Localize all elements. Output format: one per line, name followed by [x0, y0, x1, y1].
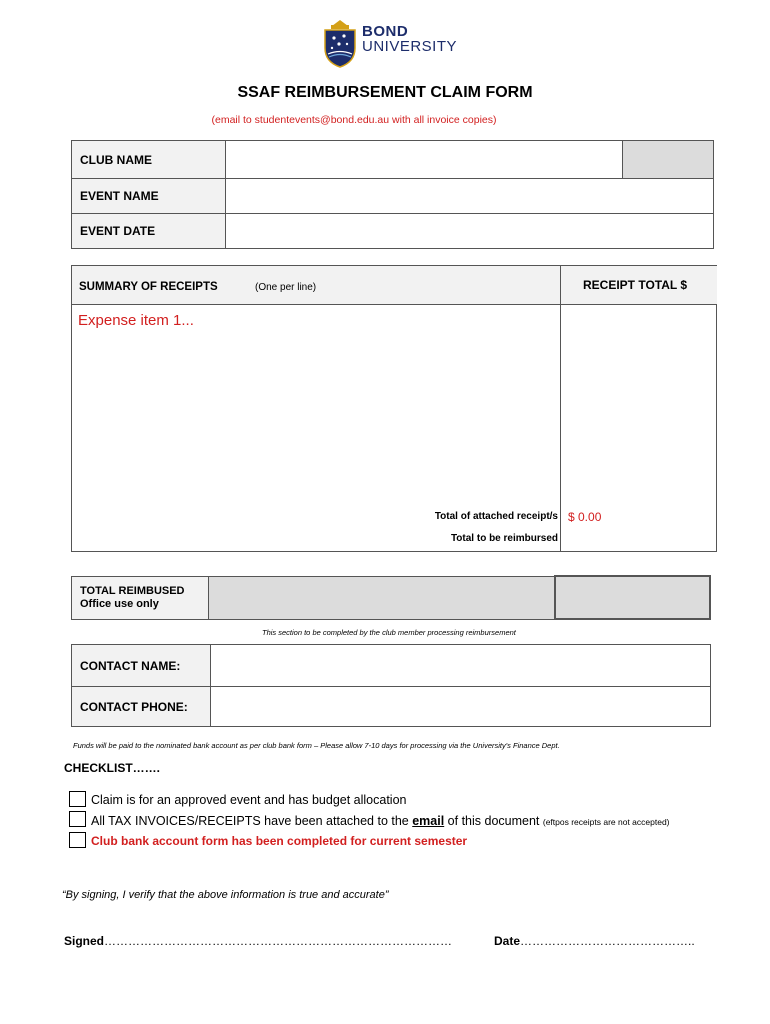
checkbox-approved-event[interactable]	[69, 791, 86, 807]
logo-line1: BOND	[362, 23, 409, 40]
total-reimbursed-label: Total to be reimbursed	[450, 533, 558, 544]
funds-note: Funds will be paid to the nominated bank account as per club bank form – Please allow 7-10 days for processing via the University's Finance Dept.	[73, 741, 560, 750]
summary-of-receipts-label: SUMMARY OF RECEIPTS	[79, 281, 218, 293]
form-title: SSAF REIMBURSEMENT CLAIM FORM	[237, 84, 533, 101]
office-use-table	[71, 575, 711, 620]
event-name-field[interactable]	[225, 179, 713, 214]
club-event-table	[71, 140, 714, 249]
contact-phone-field[interactable]	[211, 687, 711, 727]
checklist-item-receipts-attached	[91, 814, 670, 828]
checklist-item-bank-form: Club bank account form has been completed for current semester	[91, 834, 468, 848]
receipts-item-email: email	[412, 814, 445, 828]
receipts-header	[72, 266, 560, 305]
event-date-field[interactable]	[225, 214, 713, 249]
expense-items-field[interactable]: Expense item 1...	[78, 312, 194, 329]
club-name-label: CLUB NAME	[72, 141, 226, 179]
signature-line[interactable]	[64, 934, 452, 948]
eftpos-note: (eftpos receipts are not accepted)	[542, 817, 670, 827]
email-note: (email to studentevents@bond.edu.au with all invoice copies)	[211, 114, 497, 126]
contact-table	[71, 644, 711, 727]
date-dots: ……………………………………..	[520, 934, 695, 948]
receipts-item-text-pre: All TAX INVOICES/RECEIPTS have been attached to the	[91, 814, 413, 828]
office-amount-field	[555, 576, 710, 619]
crest-icon	[322, 18, 358, 68]
contact-name-field[interactable]	[211, 645, 711, 687]
total-reimbursed-office-label	[72, 576, 209, 619]
office-label-line1: TOTAL REIMBUSED	[80, 584, 185, 597]
date-label: Date	[494, 934, 521, 948]
event-name-label: EVENT NAME	[72, 179, 226, 214]
bond-university-logo	[322, 18, 457, 70]
club-name-field[interactable]	[225, 141, 622, 179]
receipts-item-text-post: of this document	[444, 814, 543, 828]
receipt-total-label: RECEIPT TOTAL $	[583, 278, 688, 292]
checklist-heading: CHECKLIST…….	[64, 761, 160, 775]
signed-label: Signed	[64, 934, 105, 948]
contact-name-label: CONTACT NAME:	[72, 645, 211, 687]
total-attached-label: Total of attached receipt/s	[434, 511, 558, 522]
checkbox-receipts-attached[interactable]	[69, 811, 86, 827]
receipt-total-header	[560, 266, 717, 305]
event-date-label: EVENT DATE	[72, 214, 226, 249]
club-code-box	[623, 141, 714, 179]
checklist-item-approved-event: Claim is for an approved event and has budget allocation	[91, 793, 407, 807]
signed-dots: ……………………………………………………………………………	[104, 934, 453, 948]
office-section-note: This section to be completed by the club member processing reimbursement	[262, 628, 516, 637]
office-use-field	[208, 576, 554, 619]
contact-phone-label: CONTACT PHONE:	[72, 687, 211, 727]
one-per-line-note: (One per line)	[255, 282, 317, 293]
checkbox-bank-form[interactable]	[69, 832, 86, 848]
total-attached-value: $ 0.00	[568, 510, 602, 524]
receipt-totals-field[interactable]	[560, 305, 716, 505]
declaration-text: “By signing, I verify that the above information is true and accurate”	[62, 889, 389, 901]
office-label-line2: Office use only	[80, 597, 159, 610]
logo-line2: UNIVERSITY	[362, 38, 458, 55]
date-line[interactable]	[494, 934, 695, 948]
